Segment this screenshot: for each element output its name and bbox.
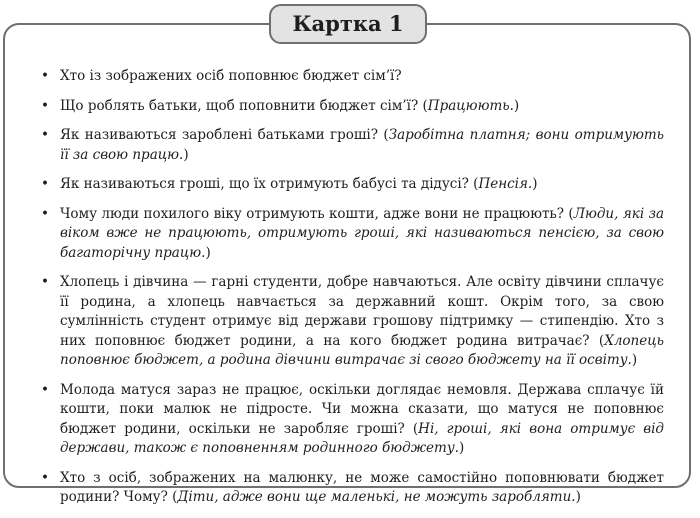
question-item: • Хто з осіб, зображених на малюнку, не може самостійно поповнювати бюджет родини? Чому? (Діти, адже вони ще маленькі, не можуть заробляти.) xyxy=(41,469,664,505)
question-item: • Хлопець і дівчина — гарні студенти, добре навчаються. Але освіту дівчини сплачує її родина, а хлопець навчається за державний кошт. Окрім того, за свою сумлінність студент отримує від держави грошову підтримку — стипендію. Хто з них поповнює бюджет родини, а на кого бюджет родина витрачає? (Хлопець поповнює бюджет, а родина дівчини витрачає зі свого бюджету на її освіту.) xyxy=(41,274,664,368)
question-item: • Чому люди похилого віку отримують кошти, адже вони не працюють? (Люди, які за віком вже не працюють, отримують гроші, які називаються пенсією, за свою багаторічну працю.) xyxy=(41,205,664,261)
question-text: Хто із зображених осіб поповнює бюджет сім’ї? xyxy=(60,68,402,84)
answer-text: Заробітна платня; вони отримують її за свою працю. xyxy=(60,127,664,163)
card-title: Картка 1 xyxy=(269,4,427,44)
answer-text: Працюють. xyxy=(427,97,514,114)
bullet-icon: • xyxy=(41,469,49,486)
question-item: • Як називаються гроші, що їх отримують бабусі та дідусі? (Пенсія.) xyxy=(32,175,664,195)
question-item xyxy=(32,67,664,87)
bullet-icon: • xyxy=(41,68,49,84)
answer-text: Ні, гроші, які вона отримує від держави, також є поповненням родинного бюджету. xyxy=(60,420,664,456)
answer-text: Пенсія. xyxy=(478,176,533,192)
question-card xyxy=(3,23,691,505)
bullet-icon: • xyxy=(41,205,49,222)
question-text: Хто з осіб, зображених на малюнку, не може самостійно поповнювати бюджет родини? Чому? xyxy=(60,469,664,505)
bullet-icon: • xyxy=(41,127,49,143)
question-text: Молода матуся зараз не працює, оскільки доглядає немовля. Держава сплачує їй кошти, поки малюк не підросте. Чи можна сказати, що матуся не поповнює бюджет родини, оскільки не заробляє гроші? xyxy=(60,381,664,437)
bullet-icon: • xyxy=(41,274,49,290)
answer-text: Хлопець поповнює бюджет, а родина дівчини витрачає зі свого бюджету на її освіту. xyxy=(60,332,664,368)
question-text: Хлопець і дівчина — гарні студенти, добре навчаються. Але освіту дівчини сплачує її родина, а хлопець навчається за державний кошт. Окрім того, за свою сумлінність студент отримує від держави грошову підтримку — стипендію. Хто з них поповнює бюджет родини, а на кого бюджет родина витрачає? xyxy=(60,274,664,349)
question-text: Як називаються гроші, що їх отримують бабусі та дідусі? xyxy=(60,176,469,192)
question-item: • Як називаються зароблені батьками гроші? (Заробітна платня; вони отримують її за свою працю.) xyxy=(41,127,664,163)
question-item: • Молода матуся зараз не працює, оскільки доглядає немовля. Держава сплачує їй кошти, поки малюк не підросте. Чи можна сказати, що матуся не поповнює бюджет родини, оскільки не заробляє гроші? (Ні, гроші, які вона отримує від держави, також є поповненням родинного бюджету.) xyxy=(41,381,664,456)
answer-text: Діти, адже вони ще маленькі, не можуть заробляти. xyxy=(177,489,576,505)
answer-text: Люди, які за віком вже не працюють, отримують гроші, які називаються пенсією, за свою багаторічну працю. xyxy=(60,205,664,261)
question-text: Чому люди похилого віку отримують кошти, адже вони не працюють? xyxy=(60,205,564,222)
bullet-icon: • xyxy=(41,176,49,192)
bullet-icon: • xyxy=(41,381,49,398)
question-list xyxy=(32,67,664,518)
question-text: Як називаються зароблені батьками гроші? xyxy=(60,127,378,143)
question-item: • Що роблять батьки, щоб поповнити бюджет сім’ї? (Працюють.) xyxy=(32,97,664,117)
bullet-icon: • xyxy=(41,97,49,114)
question-text: Що роблять батьки, щоб поповнити бюджет сім’ї? xyxy=(60,97,419,114)
